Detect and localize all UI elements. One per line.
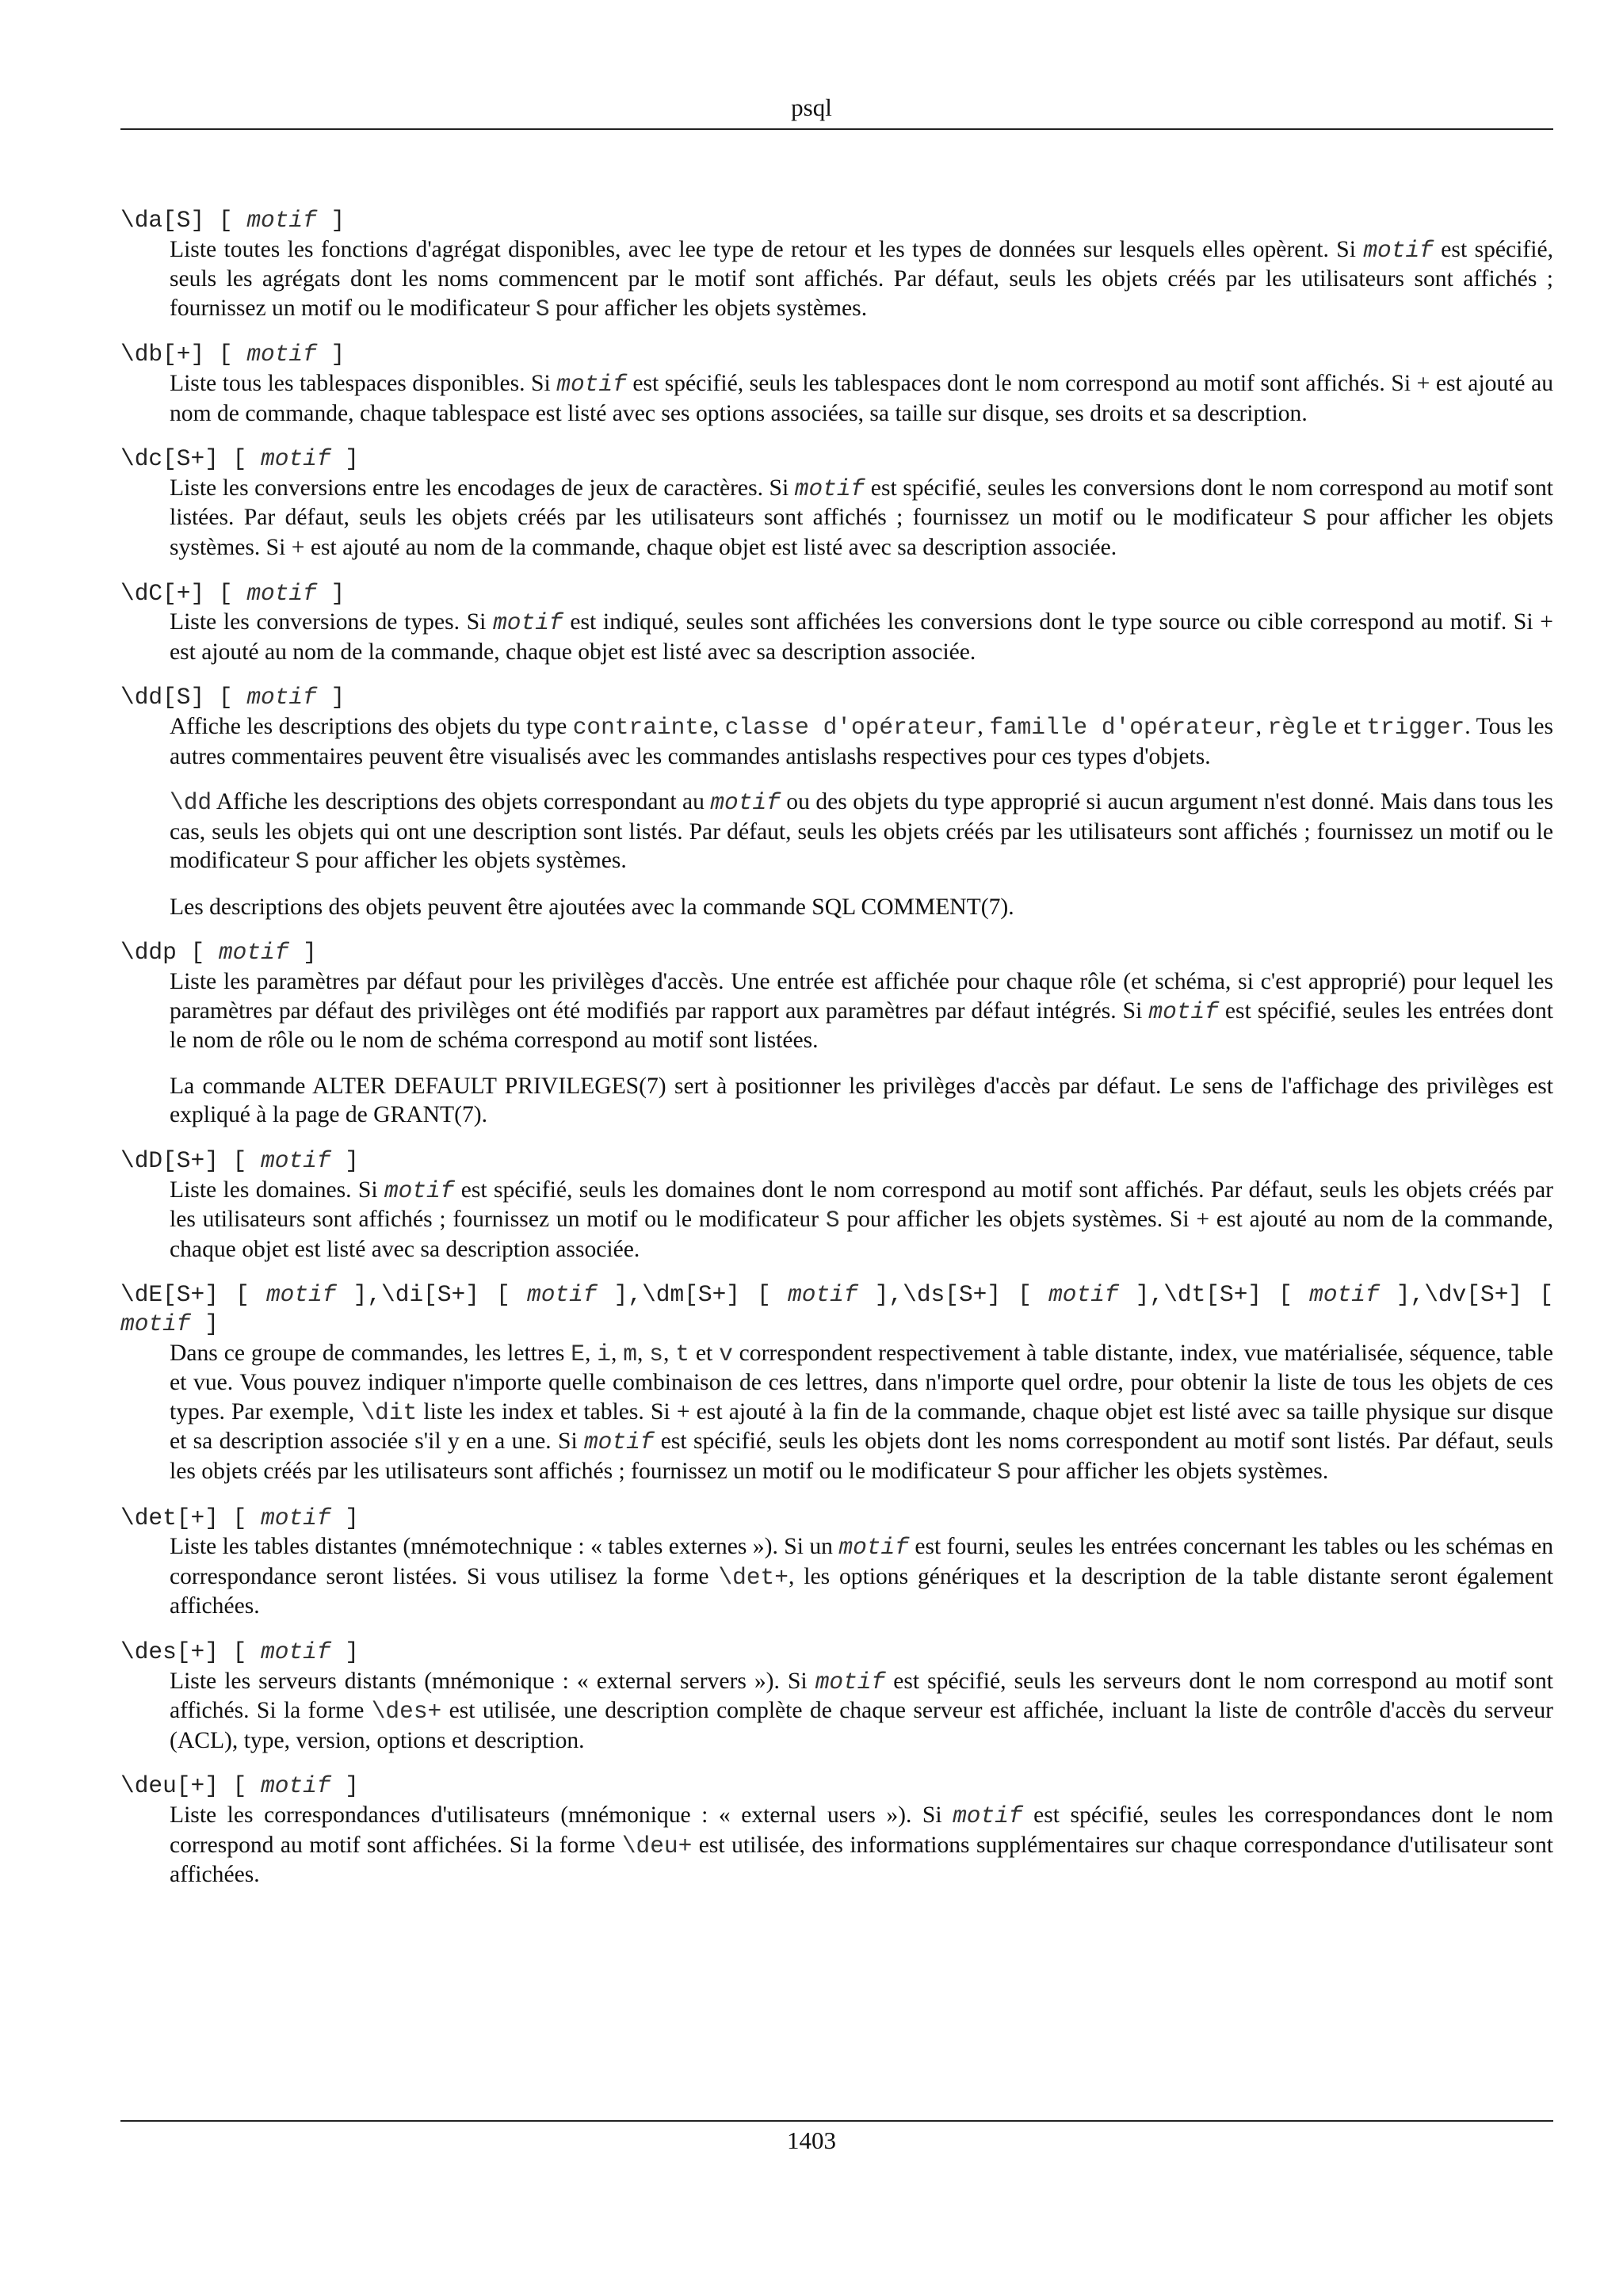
command-term: \det[+] [ motif ] [120,1504,359,1531]
command-term: \ddp [ motif ] [120,939,317,967]
command-description [170,1176,1553,1264]
description-paragraph: Liste les conversions de types. Si motif est indiqué, seules sont affichées les conversions dont le type source ou cible correspond au motif. Si + est ajouté au nom de la commande, chaque objet est listé avec sa description associée. [170,609,1553,665]
command-description [170,235,1553,324]
entry-db [120,340,1553,428]
command-description [170,1801,1553,1890]
description-paragraph: La commande ALTER DEFAULT PRIVILEGES(7) sert à positionner les privilèges d'accès par défaut. Le sens de l'affichage des privilèges est expliqué à la page de GRANT(7). [170,1073,1553,1128]
description-paragraph: \dd Affiche les descriptions des objets correspondant au motif ou des objets du type approprié si aucun argument n'est donné. Mais dans tous les cas, seuls les objets qui ont une description sont listés. Par défaut, seuls les objets créés par les utilisateurs sont affichés ; fournissez un motif ou le modificateur S pour afficher les objets systèmes. [170,789,1553,875]
entry-dc [120,444,1553,562]
footer-rule [120,2120,1553,2122]
command-description [170,608,1553,666]
description-paragraph: Liste les serveurs distants (mnémonique : « external servers »). Si motif est spécifié, seuls les serveurs dont le nom correspond au motif sont affichés. Si la forme \des+ est utilisée, une description complète de chaque serveur est affichée, incluant la liste de contrôle d'accès du serveur (ACL), type, version, options et description. [170,1668,1554,1753]
command-description [170,1532,1553,1621]
description-paragraph: Liste les correspondances d'utilisateurs (mnémonique : « external users »). Si motif est spécifié, seules les correspondances dont le nom correspond au motif sont affichées. Si la forme \deu+ est utilisée, des informations supplémentaires sur chaque correspondance d'utilisateur sont affichées. [170,1802,1554,1888]
command-term: \db[+] [ motif ] [120,341,346,368]
command-term: \deu[+] [ motif ] [120,1772,359,1800]
page-header-title: psql [791,93,832,121]
header-rule [120,128,1553,130]
command-term: \da[S] [ motif ] [120,207,346,234]
description-paragraph: Liste toutes les fonctions d'agrégat disponibles, avec lee type de retour et les types de données sur lesquels elles opèrent. Si motif est spécifié, seuls les agrégats dont les noms commencent par le motif sont affichés. Par défaut, seuls les objets créés par les utilisateurs sont affichés ; fournissez un motif ou le modificateur S pour afficher les objets systèmes. [170,236,1553,322]
command-term: \dE[S+] [ motif ],\di[S+] [ motif ],\dm[S+] [ motif ],\ds[S+] [ motif ],\dt[S+] [ motif ],\dv[S+] [ motif ] [120,1281,1554,1337]
description-paragraph: Liste les conversions entre les encodages de jeux de caractères. Si motif est spécifié, seules les conversions dont le nom correspond au motif sont listées. Par défaut, seuls les objets créés par les utilisateurs sont affichés ; fournissez un motif ou le modificateur S pour afficher les objets systèmes. Si + est ajouté au nom de la commande, chaque objet est listé avec sa description associée. [170,475,1554,560]
command-description [170,967,1553,1130]
page-number: 1403 [787,2126,836,2154]
description-paragraph: Liste les domaines. Si motif est spécifié, seuls les domaines dont le nom correspond au motif sont affichés. Par défaut, seuls les objets créés par les utilisateurs sont affichés ; fournissez un motif ou le modificateur S pour afficher les objets systèmes. Si + est ajouté au nom de la commande, chaque objet est listé avec sa description associée. [170,1177,1553,1262]
entry-dE-group [120,1280,1553,1486]
command-term: \dC[+] [ motif ] [120,579,346,607]
description-paragraph: Liste tous les tablespaces disponibles. Si motif est spécifié, seuls les tablespaces dont le nom correspond au motif sont affichés. Si + est ajouté au nom de commande, chaque tablespace est listé avec ses options associées, sa taille sur disque, ses droits et sa description. [170,370,1554,426]
entry-des [120,1638,1553,1755]
command-description [170,474,1553,563]
command-term: \des[+] [ motif ] [120,1638,359,1665]
description-paragraph: Affiche les descriptions des objets du type contrainte, classe d'opérateur, famille d'opérateur, règle et trigger. Tous les autres commentaires peuvent être visualisés avec les commandes antislashs respectives pour ces types d'objets. [170,713,1554,769]
command-description [170,369,1553,428]
command-term: \dd[S] [ motif ] [120,684,346,711]
entry-det [120,1504,1553,1621]
entry-dD [120,1146,1553,1264]
entry-deu [120,1772,1553,1889]
description-paragraph: Liste les paramètres par défaut pour les privilèges d'accès. Une entrée est affichée pour chaque rôle (et schéma, si c'est approprié) pour lequel les paramètres par défaut des privilèges ont été modifiés par rapport aux paramètres par défaut intégrés. Si motif est spécifié, seules les entrées dont le nom de rôle ou le nom de schéma correspond au motif sont listées. [170,969,1553,1054]
command-term: \dc[S+] [ motif ] [120,445,359,473]
entry-dC [120,579,1553,667]
description-paragraph: Les descriptions des objets peuvent être ajoutées avec la commande SQL COMMENT(7). [170,894,1014,920]
command-description [170,1667,1553,1756]
command-term: \dD[S+] [ motif ] [120,1147,359,1175]
description-paragraph: Liste les tables distantes (mnémotechnique : « tables externes »). Si un motif est fourni, seules les entrées concernant les tables ou les schémas en correspondance seront listées. Si vous utilisez la forme \det+, les options génériques et la description de la table distante seront également affichées. [170,1534,1554,1619]
entry-da [120,206,1553,323]
command-description [170,712,1553,922]
description-paragraph: Dans ce groupe de commandes, les lettres E, i, m, s, t et v correspondent respectivement à table distante, index, vue matérialisée, séquence, table et vue. Vous pouvez indiquer n'importe quelle combinaison de ces lettres, dans n'importe quel ordre, pour obtenir la liste de tous les objets de ces types. Par exemple, \dit liste les index et tables. Si + est ajouté à la fin de la commande, chaque objet est listé avec sa taille physique sur disque et sa description associée s'il y en a une. Si motif est spécifié, seuls les objets dont les noms correspondent au motif sont listés. Par défaut, seuls les objets créés par les utilisateurs sont affichés ; fournissez un motif ou le modificateur S pour afficher les objets systèmes. [170,1340,1554,1486]
entry-dd [120,683,1553,921]
entry-ddp [120,938,1553,1130]
page-content [120,206,1553,1906]
command-description [170,1339,1553,1487]
